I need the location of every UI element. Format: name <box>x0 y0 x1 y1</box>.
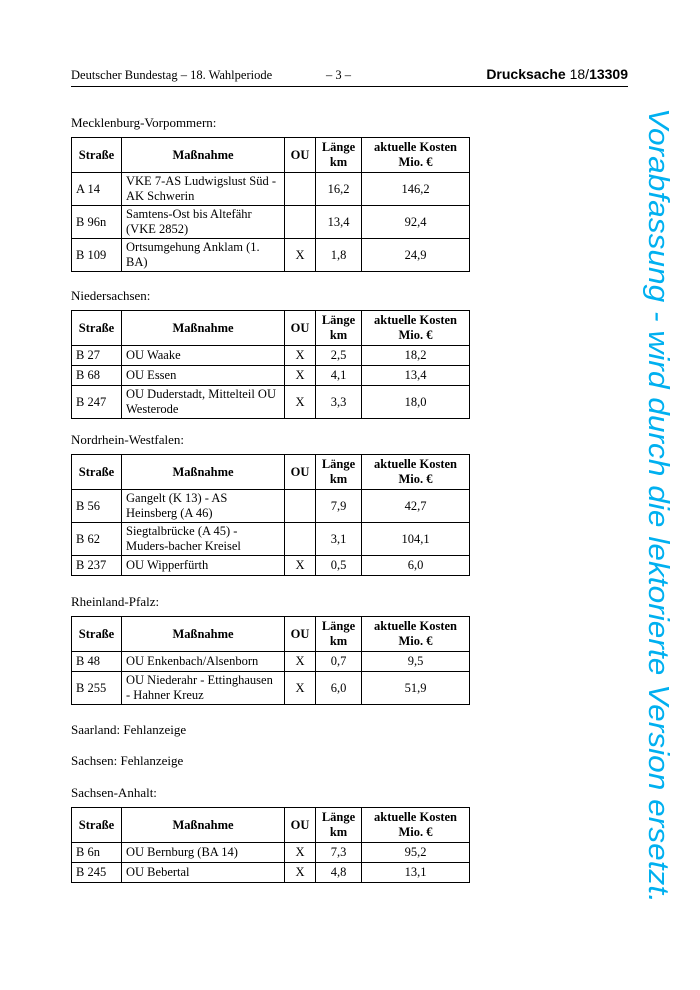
cell-kosten: 42,7 <box>362 490 470 523</box>
header-doc-label: Drucksache <box>486 66 566 82</box>
col-header-ou: OU <box>285 455 316 490</box>
col-header-laenge: Länge km <box>316 311 362 346</box>
measures-table <box>71 310 470 419</box>
section-sachsen-anhalt <box>71 785 470 883</box>
col-header-ou: OU <box>285 138 316 173</box>
cell-ou: X <box>285 843 316 863</box>
cell-laenge: 0,7 <box>316 652 362 672</box>
cell-laenge: 4,1 <box>316 366 362 386</box>
section-title: Niedersachsen: <box>71 288 151 303</box>
col-header-laenge: Länge km <box>316 808 362 843</box>
cell-laenge: 0,5 <box>316 556 362 576</box>
col-header-kosten: aktuelle Kosten Mio. € <box>362 138 470 173</box>
header-doc-num: 13309 <box>589 66 628 82</box>
col-header-kosten: aktuelle Kosten Mio. € <box>362 617 470 652</box>
cell-kosten: 13,4 <box>362 366 470 386</box>
cell-strasse: B 68 <box>72 366 122 386</box>
col-header-ou: OU <box>285 808 316 843</box>
table-row <box>72 366 470 386</box>
table-header-row <box>72 617 470 652</box>
col-header-strasse: Straße <box>72 138 122 173</box>
col-header-massnahme: Maßnahme <box>122 617 285 652</box>
col-header-kosten: aktuelle Kosten Mio. € <box>362 311 470 346</box>
section-title: Rheinland-Pfalz: <box>71 594 160 609</box>
section-rheinland-pfalz <box>71 594 470 705</box>
cell-ou: X <box>285 366 316 386</box>
sachsen-notice: Sachsen: Fehlanzeige <box>71 753 184 768</box>
cell-massnahme: OU Essen <box>122 366 285 386</box>
cell-strasse: B 6n <box>72 843 122 863</box>
saarland-notice: Saarland: Fehlanzeige <box>71 722 187 737</box>
cell-kosten: 95,2 <box>362 843 470 863</box>
measures-table <box>71 616 470 705</box>
cell-laenge: 1,8 <box>316 239 362 272</box>
table-row <box>72 843 470 863</box>
cell-massnahme: OU Duderstadt, Mittelteil OU Westerode <box>122 386 285 419</box>
cell-ou <box>285 173 316 206</box>
cell-strasse: B 237 <box>72 556 122 576</box>
cell-kosten: 104,1 <box>362 523 470 556</box>
cell-strasse: B 56 <box>72 490 122 523</box>
cell-strasse: A 14 <box>72 173 122 206</box>
table-header-row <box>72 808 470 843</box>
header-parliament: Deutscher Bundestag – 18. Wahlperiode <box>71 68 273 82</box>
cell-kosten: 13,1 <box>362 863 470 883</box>
col-header-kosten: aktuelle Kosten Mio. € <box>362 455 470 490</box>
cell-massnahme: Siegtalbrücke (A 45) - Muders-bacher Kreisel <box>122 523 285 556</box>
cell-ou: X <box>285 863 316 883</box>
section-title: Nordrhein-Westfalen: <box>71 432 185 447</box>
col-header-laenge: Länge km <box>316 455 362 490</box>
cell-massnahme: VKE 7-AS Ludwigslust Süd - AK Schwerin <box>122 173 285 206</box>
cell-ou: X <box>285 672 316 705</box>
cell-strasse: B 245 <box>72 863 122 883</box>
section-title: Sachsen-Anhalt: <box>71 785 157 800</box>
cell-strasse: B 27 <box>72 346 122 366</box>
cell-laenge: 16,2 <box>316 173 362 206</box>
cell-kosten: 18,0 <box>362 386 470 419</box>
cell-ou: X <box>285 386 316 419</box>
cell-kosten: 18,2 <box>362 346 470 366</box>
cell-kosten: 92,4 <box>362 206 470 239</box>
cell-laenge: 3,3 <box>316 386 362 419</box>
table-header-row <box>72 138 470 173</box>
cell-strasse: B 247 <box>72 386 122 419</box>
table-row <box>72 490 470 523</box>
cell-massnahme: OU Waake <box>122 346 285 366</box>
cell-laenge: 4,8 <box>316 863 362 883</box>
col-header-ou: OU <box>285 311 316 346</box>
cell-ou: X <box>285 556 316 576</box>
col-header-strasse: Straße <box>72 455 122 490</box>
table-row <box>72 652 470 672</box>
cell-laenge: 2,5 <box>316 346 362 366</box>
col-header-massnahme: Maßnahme <box>122 311 285 346</box>
col-header-strasse: Straße <box>72 808 122 843</box>
col-header-ou: OU <box>285 617 316 652</box>
table-row <box>72 206 470 239</box>
table-row <box>72 556 470 576</box>
header-page-number: – 3 – <box>326 68 351 82</box>
table-row <box>72 523 470 556</box>
table-row <box>72 346 470 366</box>
cell-laenge: 7,9 <box>316 490 362 523</box>
cell-kosten: 24,9 <box>362 239 470 272</box>
table-row <box>72 672 470 705</box>
cell-massnahme: OU Wipperfürth <box>122 556 285 576</box>
section-mecklenburg-vorpommern <box>71 115 470 272</box>
cell-ou <box>285 206 316 239</box>
cell-laenge: 13,4 <box>316 206 362 239</box>
header-document-number <box>486 66 628 82</box>
table-header-row <box>72 311 470 346</box>
cell-ou <box>285 523 316 556</box>
cell-strasse: B 62 <box>72 523 122 556</box>
table-row <box>72 863 470 883</box>
measures-table <box>71 807 470 883</box>
cell-kosten: 51,9 <box>362 672 470 705</box>
table-row <box>72 239 470 272</box>
cell-strasse: B 96n <box>72 206 122 239</box>
watermark-text: Vorabfassung - wird durch die lektorierte Version ersetzt. <box>642 108 674 837</box>
cell-strasse: B 48 <box>72 652 122 672</box>
cell-ou: X <box>285 346 316 366</box>
cell-laenge: 3,1 <box>316 523 362 556</box>
col-header-massnahme: Maßnahme <box>122 808 285 843</box>
col-header-massnahme: Maßnahme <box>122 138 285 173</box>
cell-massnahme: OU Niederahr - Ettinghausen - Hahner Kreuz <box>122 672 285 705</box>
draft-watermark <box>631 108 691 903</box>
header-doc-num-prefix: 18/ <box>569 66 590 82</box>
table-header-row <box>72 455 470 490</box>
cell-kosten: 6,0 <box>362 556 470 576</box>
table-row <box>72 386 470 419</box>
page-header <box>71 68 628 87</box>
col-header-kosten: aktuelle Kosten Mio. € <box>362 808 470 843</box>
section-niedersachsen <box>71 288 470 419</box>
section-title: Mecklenburg-Vorpommern: <box>71 115 217 130</box>
cell-massnahme: OU Bebertal <box>122 863 285 883</box>
cell-massnahme: Gangelt (K 13) - AS Heinsberg (A 46) <box>122 490 285 523</box>
cell-ou: X <box>285 652 316 672</box>
cell-laenge: 6,0 <box>316 672 362 705</box>
col-header-laenge: Länge km <box>316 138 362 173</box>
cell-kosten: 9,5 <box>362 652 470 672</box>
col-header-massnahme: Maßnahme <box>122 455 285 490</box>
measures-table <box>71 454 470 576</box>
table-row <box>72 173 470 206</box>
col-header-strasse: Straße <box>72 617 122 652</box>
cell-strasse: B 109 <box>72 239 122 272</box>
cell-massnahme: OU Bernburg (BA 14) <box>122 843 285 863</box>
cell-massnahme: Samtens-Ost bis Altefähr (VKE 2852) <box>122 206 285 239</box>
cell-ou <box>285 490 316 523</box>
cell-massnahme: OU Enkenbach/Alsenborn <box>122 652 285 672</box>
cell-strasse: B 255 <box>72 672 122 705</box>
col-header-laenge: Länge km <box>316 617 362 652</box>
cell-massnahme: Ortsumgehung Anklam (1. BA) <box>122 239 285 272</box>
section-nordrhein-westfalen <box>71 432 470 576</box>
cell-laenge: 7,3 <box>316 843 362 863</box>
measures-table <box>71 137 470 272</box>
cell-kosten: 146,2 <box>362 173 470 206</box>
cell-ou: X <box>285 239 316 272</box>
col-header-strasse: Straße <box>72 311 122 346</box>
